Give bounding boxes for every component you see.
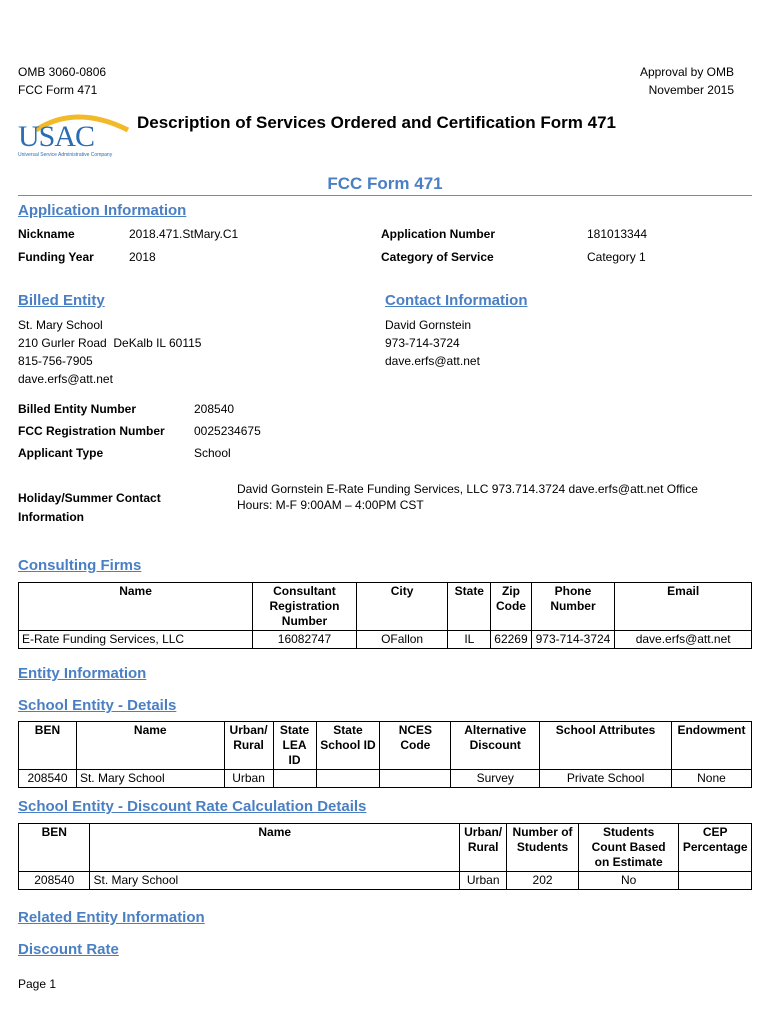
header-text: Consultant [273,584,336,598]
page-title: Description of Services Ordered and Certification Form 471 [137,113,616,132]
col-header-nces: NCES Code [380,722,451,770]
funding-year-label: Funding Year [18,250,94,264]
omb-approval-date: November 2015 [648,83,734,97]
header-text: Number [550,599,596,613]
cell-name: St. Mary School [76,770,224,788]
form-title: FCC Form 471 [327,174,443,193]
col-header-email: Email [615,583,752,631]
cell-state-school-id [316,770,380,788]
application-number-label: Application Number [381,227,496,241]
header-text: CEP [702,825,728,839]
col-header-alt-discount [451,722,540,770]
section-discount-rate: Discount Rate [18,941,119,958]
header-text: Phone [554,584,592,598]
header-text: Urban/ [464,825,503,839]
col-header-students-estimate [578,824,679,872]
holiday-contact-label-2: Information [18,510,84,524]
table-row [19,631,752,649]
section-billed-entity: Billed Entity [18,292,105,309]
cell-phone: 973-714-3724 [531,631,615,649]
col-header-ben: BEN [19,824,90,872]
applicant-type-label: Applicant Type [18,446,104,460]
fcc-registration-value: 0025234675 [194,424,261,438]
cell-students-estimate: No [578,872,679,890]
cell-nces [380,770,451,788]
header-text: Number of [512,825,573,839]
header-text: Count Based [591,840,666,854]
logo-subtitle: Universal Service Administrative Company [18,152,113,158]
billed-entity-phone: 815-756-7905 [18,354,93,368]
header-text: Urban/ [229,723,268,737]
col-header-school-attributes: School Attributes [540,722,672,770]
omb-number: OMB 3060-0806 [18,65,107,79]
holiday-contact-line-2: Hours: M-F 9:00AM – 4:00PM CST [237,498,424,512]
cell-ben: 208540 [19,770,77,788]
col-header-name: Name [19,583,253,631]
cell-state: IL [448,631,491,649]
col-header-state-lea [273,722,316,770]
section-related-entity: Related Entity Information [18,909,205,926]
billed-entity-email: dave.erfs@att.net [18,372,113,386]
school-details-table [18,721,752,788]
col-header-number-students [507,824,578,872]
billed-entity-address: 210 Gurler Road DeKalb IL 60115 [18,336,202,350]
billed-entity-number-label: Billed Entity Number [18,402,137,416]
header-text: Students [516,840,569,854]
cell-registration: 16082747 [253,631,357,649]
contact-phone: 973-714-3724 [385,336,460,350]
logo-wordmark: USAC [18,120,95,153]
contact-email: dave.erfs@att.net [385,354,480,368]
col-header-phone [531,583,615,631]
table-row [19,872,752,890]
holiday-contact-line-1: David Gornstein E-Rate Funding Services, LLC 973.714.3724 dave.erfs@att.net Office [237,482,698,496]
col-header-name: Name [90,824,460,872]
table-header-row [19,583,752,631]
cell-name: St. Mary School [90,872,460,890]
header-text: on Estimate [594,855,663,869]
cell-zip: 62269 [491,631,531,649]
header-text: Number [281,614,328,628]
header-text: Zip [501,584,520,598]
page-number: Page 1 [18,977,57,991]
header-text: School ID [320,738,376,752]
header-text: Percentage [682,840,748,854]
section-school-details: School Entity - Details [18,697,177,714]
section-consulting-firms: Consulting Firms [18,557,142,574]
section-entity-info: Entity Information [18,665,147,682]
cell-name: E-Rate Funding Services, LLC [19,631,253,649]
divider [18,195,752,196]
col-header-zip [491,583,531,631]
application-number-value: 181013344 [587,227,648,241]
table-row [19,770,752,788]
col-header-state: State [448,583,491,631]
col-header-city: City [356,583,448,631]
category-value: Category 1 [587,250,646,264]
form-number: FCC Form 471 [18,83,98,97]
col-header-name: Name [76,722,224,770]
header-text: Rural [467,840,499,854]
col-header-endowment: Endowment [671,722,751,770]
cell-endowment: None [671,770,751,788]
header-text: Alternative [464,723,527,737]
cell-urban-rural: Urban [224,770,273,788]
col-header-state-school-id [316,722,380,770]
cell-email: dave.erfs@att.net [615,631,752,649]
header-text: Rural [233,738,264,752]
table-header-row [19,824,752,872]
consulting-firms-table [18,582,752,649]
funding-year-value: 2018 [129,250,156,264]
header-text: Students [602,825,655,839]
holiday-contact-label: Holiday/Summer Contact [18,491,161,505]
cell-alt-discount: Survey [451,770,540,788]
cell-school-attributes: Private School [540,770,672,788]
cell-cep [679,872,752,890]
header-text: State [333,723,363,737]
discount-calc-table [18,823,752,890]
header-text: Discount [469,738,521,752]
cell-urban-rural: Urban [460,872,507,890]
contact-name: David Gornstein [385,318,472,332]
omb-approval: Approval by OMB [639,65,734,79]
category-label: Category of Service [381,250,494,264]
col-header-urban-rural [460,824,507,872]
nickname-value: 2018.471.StMary.C1 [129,227,239,241]
header-text: Code [495,599,526,613]
cell-ben: 208540 [19,872,90,890]
section-discount-calc: School Entity - Discount Rate Calculation Details [18,798,367,815]
billed-entity-name: St. Mary School [18,318,103,332]
section-application-info: Application Information [18,202,187,219]
header-text: Registration [269,599,340,613]
col-header-cep [679,824,752,872]
usac-logo [16,110,136,162]
header-text: State [279,723,310,737]
cell-city: OFallon [356,631,448,649]
cell-number-students: 202 [507,872,578,890]
table-header-row [19,722,752,770]
col-header-consultant-reg [253,583,357,631]
fcc-registration-label: FCC Registration Number [18,424,165,438]
applicant-type-value: School [194,446,231,460]
header-text: LEA ID [282,738,307,767]
nickname-label: Nickname [18,227,75,241]
col-header-ben: BEN [19,722,77,770]
cell-state-lea [273,770,316,788]
section-contact-info: Contact Information [385,292,528,309]
col-header-urban-rural [224,722,273,770]
billed-entity-number-value: 208540 [194,402,235,416]
